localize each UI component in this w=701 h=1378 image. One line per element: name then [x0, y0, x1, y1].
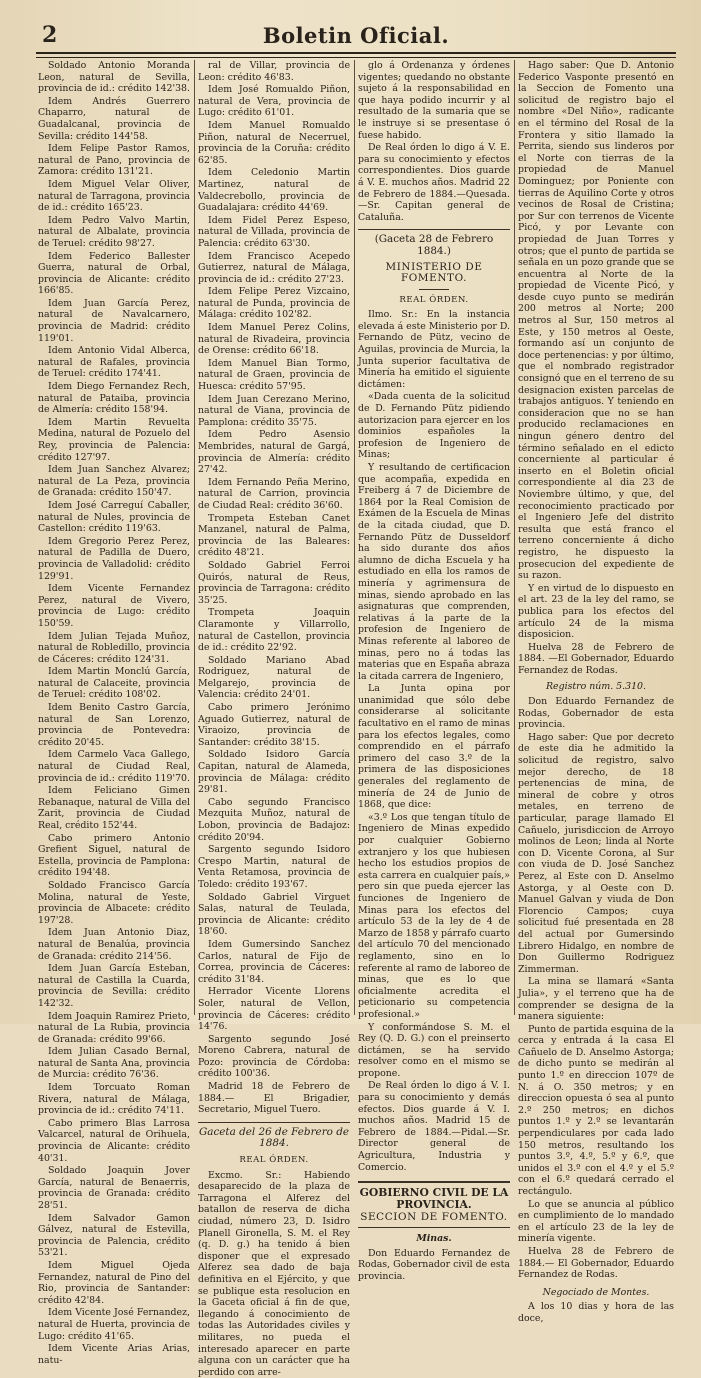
- paragraph: Y conformándose S. M. el Rey (Q. D. G.) con el preinserto dictámen, se ha servido resolver como en el mismo se propone.: [358, 1021, 510, 1079]
- paragraph: Don Eduardo Fernandez de Rodas, Gobernador civil de esta provincia.: [358, 1247, 510, 1282]
- paragraph: Idem Manuel Bian Tormo, natural de Graen, provincia de Huesca: crédito 57'95.: [198, 357, 350, 393]
- paragraph: Sargento segundo José Moreno Cabrera, natural de Pozo: provincia de Córdoba: crédito 100'36.: [198, 1033, 350, 1080]
- ministry-heading: MINISTERIO DE FOMENTO.: [385, 260, 483, 285]
- paragraph: Hago saber: Que D. Antonio Federico Vasponte presentó en la Seccion de Fomento una solicitud de registro bajo el nombre «Del Niño», radicante en el término del Rosal de la Frontera y sitio llamado la Perrita, siendo sus linderos por el Norte con tierras de la propiedad de Manuel Dominguez; por Poniente con tierras de Aquilino Corte y otros vecinos de Rosal de Cristina; por Sur con terrenos de Vicente Picó, y por Levante con propiedad de Juan Torres y otros; que el punto de partida se señala en un pozo grande que se encuentra al Norte de la propiedad de Vicente Picó, y desde cuyo punto se medirán 200 metros al Norte; 200 metros al Sur, 150 metros al Este, y 150 metros al Oeste, formando así un conjunto de doce pertenencias: y por último, que el nombrado registrador consignó que en el terreno de su designacion existen parcelas de trabajos antiguos. Y teniendo en consideracion que no se han producido reclamaciones en ningun género dentro del término señalado en el edicto concerniente al particular é inserto en el Boletin oficial correspondiente al dia 23 de Noviembre último, y que, del reconocimiento practicado por el Ingeniero Jefe del distrito resulta que está franco el terreno concerniente á dicho registro, he dispuesto la prosecucion del expediente de su razon.: [518, 60, 674, 582]
- paragraph: Soldado Isidoro García Capitan, natural de Alameda, provincia de Málaga: crédito 29'81.: [198, 749, 350, 796]
- paragraph: Idem Vicente Fernandez Perez, natural de Vivero, provincia de Lugo: crédito 150'59.: [38, 583, 190, 629]
- paragraph: A los 10 dias y hora de las doce,: [518, 1301, 674, 1324]
- paragraph: Idem Juan Cerezano Merino, natural de Viana, provincia de Pamplona: crédito 35'75.: [198, 393, 350, 428]
- column-divider: [514, 60, 515, 1015]
- paragraph: Madrid 18 de Febrero de 1884.— El Brigadier, Secretario, Miguel Tuero.: [198, 1081, 350, 1116]
- paragraph: Y resultando de certificacion que acompaña, expedida en Freiberg á 7 de Diciembre de 1864 por la Real Comision de Exámen de la Escuela de Minas de la citada ciudad, que D. Fernando Pütz de Dusseldorf ha sido durante dos años alumno de dicha Escuela y ha estudiado en ella los ramos de minería y agrimensura de minas, siendo aprobado en las asignaturas que comprenden, relativas á la parte de la profesion de Ingeniero de Minas referente al laboreo de minas, pero no á todas las materias que en España abraza la citada carrera de Ingeniero,: [358, 462, 510, 682]
- article-body: [518, 60, 674, 676]
- paragraph: Don Eduardo Fernandez de Rodas, Gobernador de esta provincia.: [518, 696, 674, 731]
- paragraph: Cabo primero Antonio Grefient Siguel, natural de Estella, provincia de Pamplona: crédito 194'48.: [38, 832, 190, 879]
- column-4: [518, 60, 674, 1324]
- paragraph: Idem Andrés Guerrero Chaparro, natural de Guadalcanal, provincia de Sevilla: crédito 144'58.: [38, 95, 190, 142]
- paragraph: Idem Francisco Acepedo Gutierrez, natural de Málaga, provincia de id.: crédito 27'23.: [198, 250, 350, 285]
- paragraph: Lo que se anuncia al público en cumplimiento de lo mandado en el artículo 23 de la ley de minería vigente.: [518, 1198, 674, 1245]
- paragraph: Idem Martin Revuelta Medina, natural de Pozuelo del Rey, provincia de Palencia: crédito 127'97.: [38, 416, 190, 463]
- paragraph: Soldado Joaquin Jover García, natural de Benaerris, provincia de Granada: crédito 28'51.: [38, 1165, 190, 1211]
- paragraph: Soldado Gabriel Ferroi Quirós, natural de Reus, provincia de Tarragona: crédito 35'25.: [198, 559, 350, 606]
- column-divider: [194, 60, 195, 1015]
- gobierno-heading: GOBIERNO CIVIL DE LA PROVINCIA.: [358, 1181, 510, 1210]
- paragraph: Excmo. Sr.: Habiendo desaparecido de la plaza de Tarragona el Alferez del batallon de reserva de dicha ciudad, número 23, D. Isidro Planell Gironella, S. M. el Rey (q. D. g.) ha tenido á bien disponer que el expresado Alferez sea dado de baja definitiva en el Ejército, y que se publique esta resolucion en la Gaceta oficial á fin de que, llegando á conocimiento de todas las Autoridades civiles y militares, no pueda el interesado aparecer en parte alguna con un carácter que ha perdido con arre-: [198, 1169, 350, 1378]
- paragraph: Herrador Vicente Llorens Soler, natural de Vellon, provincia de Cáceres: crédito 14'76.: [198, 986, 350, 1033]
- header-rule: [36, 52, 676, 58]
- article-body: [198, 1170, 350, 1378]
- paragraph: Idem José Romualdo Piñon, natural de Vera, provincia de Lugo: crédito 61'01.: [198, 84, 350, 119]
- column-3: [358, 60, 510, 1282]
- paragraph: De Real órden lo digo á V. E. para su conocimiento y efectos correspondientes. Dios guarde á V. E. muchos años. Madrid 22 de Febrero de 1884.—Quesada.—Sr. Capitan general de Cataluña.: [358, 142, 510, 223]
- paragraph: Idem Antonio Vidal Alberca, natural de Rafales, provincia de Teruel: crédito 174'41.: [38, 345, 190, 380]
- paragraph: glo á Ordenanza y órdenes vigentes; quedando no obstante sujeto á la responsabilidad en que haya podido incurrir y al resultado de la sumaria que se le instruye si se presentase ó fuese habido.: [358, 60, 510, 141]
- column-1: [38, 60, 190, 1366]
- paragraph: Idem Salvador Gamon Gálvez, natural de Estevilla, provincia de Palencia, crédito 53'21.: [38, 1212, 190, 1259]
- paragraph: Huelva 28 de Febrero de 1884. —El Gobernador, Eduardo Fernandez de Rodas.: [518, 641, 674, 676]
- paragraph: Idem Vicente Arias Arias, natu-: [38, 1343, 190, 1366]
- paragraph: «3.º Los que tengan título de Ingeniero de Minas expedido por cualquier Gobierno extranjero y los que hubiesen hecho los estudios propios de esta carrera en cualquier país,» pero sin que pueda ejercer las funciones de Ingeniero de Minas para los efectos del artículo 53 de la ley de 4 de Marzo de 1858 y párrafo cuarto del artículo 70 del mencionado reglamento, sino en lo referente al ramo de laboreo de minas, que es lo que oficialmente acredita el peticionario su competencia profesional.»: [358, 811, 510, 1020]
- paragraph: «Dada cuenta de la solicitud de D. Fernando Pütz pidiendo autorizacion para ejercer en los dominios españoles la profesion de Ingeniero de Minas;: [358, 391, 510, 461]
- paragraph: Idem Manuel Perez Colins, natural de Rivadeira, provincia de Orense: crédito 66'18.: [198, 322, 350, 357]
- paragraph: Trompeta Esteban Canet Manzanel, natural de Palma, provincia de las Baleares: crédito 48'21.: [198, 512, 350, 559]
- paragraph: Idem Fernando Peña Merino, natural de Carrion, provincia de Ciudad Real: crédito 36'60.: [198, 476, 350, 511]
- paragraph: Idem Fidel Perez Espeso, natural de Villada, provincia de Palencia: crédito 63'30.: [198, 214, 350, 249]
- paragraph: Idem Vicente José Fernandez, natural de Huerta, provincia de Lugo: crédito 41'65.: [38, 1307, 190, 1342]
- paragraph: Cabo primero Jerónimo Aguado Gutierrez, natural de Viraoizo, provincia de Santander: crédito 38'15.: [198, 702, 350, 748]
- paragraph: Sargento segundo Isidoro Crespo Martin, natural de Venta Retamosa, provincia de Toledo: crédito 193'67.: [198, 844, 350, 890]
- paragraph: Idem Juan Sanchez Alvarez; natural de La Peza, provincia de Granada: crédito 150'47.: [38, 464, 190, 499]
- divider: [419, 289, 449, 290]
- paragraph: Idem Juan García Esteban, natural de Castilla la Cuarda, provincia de Sevilla: crédito 142'32.: [38, 963, 190, 1009]
- article-body: [358, 60, 510, 223]
- paragraph: Cabo segundo Francisco Mezquita Muñoz, natural de Lobon, provincia de Badajoz: crédito 20'94.: [198, 796, 350, 843]
- paragraph: La Junta opina por unanimidad que sólo debe considerarse al solicitante facultativo en el ramo de minas para los efectos legales, como comprendido en el párrafo primero del caso 3.º de la primera de las disposiciones generales del reglamento de minería de 24 de Junio de 1868, que dice:: [358, 683, 510, 811]
- gaceta-date: Gaceta del 26 de Febrero de 1884.: [198, 1122, 350, 1150]
- column-divider: [354, 60, 355, 1015]
- minas-heading: Minas.: [416, 1233, 452, 1244]
- gaceta-date: (Gaceta 28 de Febrero 1884.): [358, 229, 510, 257]
- paragraph: Soldado Gabriel Virguet Salas, natural de Teulada, provincia de Alicante: crédito 18'60.: [198, 891, 350, 938]
- paragraph: Idem Feliciano Gimen Rebanaque, natural de Villa del Zarit, provincia de Ciudad Real, crédito 152'44.: [38, 785, 190, 831]
- paragraph: Idem Carmelo Vaca Gallego, natural de Ciudad Real, provincia de id.: crédito 119'70.: [38, 749, 190, 784]
- paragraph: Hago saber: Que por decreto de este dia he admitido la solicitud de registro, salvo mejor derecho, de 18 pertenencias de mina, de mineral de cobre y otros metales, en terreno de particular, parage llamado El Cañuelo, jurisdiccion de Arroyo molinos de Leon; linda al Norte con D. Vicente Corona, al Sur con viuda de D. José Sanchez Perez, al Este con D. Anselmo Astorga, y al Oeste con D. Manuel Galvan y viuda de Don Florencio Campos; cuya solicitud fué presentada en 28 del actual por Gumersindo Librero Hidalgo, en nombre de Don Guillermo Rodriguez Zimmerman.: [518, 731, 674, 975]
- column-2: [198, 60, 350, 1378]
- paragraph: Idem Pedro Asensio Membrides, natural de Gargá, provincia de Almería: crédito 27'42.: [198, 429, 350, 476]
- article-body: [358, 1248, 510, 1283]
- paragraph: Punto de partida esquina de la cerca y entrada á la casa El Cañuelo de D. Anselmo Astorga; de dicho punto se medirán al punto 1.º en direccion 107º de N. á O. 350 metros; y en direccion opuesta ó sea al punto 2.º 250 metros; en dichos puntos 1.º y 2.º se levantarán perpendiculares por cada lado 150 metros, resultando los puntos 3.º, 4.º, 5.º y 6.º, que unidos el 3.º con el 4.º y el 5.º con el 6.º quedará cerrado el rectángulo.: [518, 1023, 674, 1197]
- article-body: [518, 696, 674, 1281]
- credit-list: [198, 60, 350, 1116]
- paragraph: Idem Manuel Romualdo Piñon, natural de Necerruel, provincia de la Coruña: crédito 62'85.: [198, 119, 350, 166]
- paragraph: Idem Felipe Pastor Ramos, natural de Pano, provincia de Zamora: crédito 131'21.: [38, 143, 190, 178]
- paragraph: ral de Villar, provincia de Leon: crédito 46'83.: [198, 60, 350, 83]
- paragraph: Idem Benito Castro García, natural de San Lorenzo, provincia de Pontevedra: crédito 20'45.: [38, 702, 190, 748]
- paragraph: Huelva 28 de Febrero de 1884.— El Gobernador, Eduardo Fernandez de Rodas.: [518, 1245, 674, 1281]
- paragraph: Idem Juan Antonio Diaz, natural de Benalúa, provincia de Granada: crédito 214'56.: [38, 927, 190, 962]
- paragraph: Idem Julian Tejada Muñoz, natural de Robledillo, provincia de Cáceres: crédito 124'31.: [38, 630, 190, 665]
- paragraph: Soldado Antonio Moranda Leon, natural de Sevilla, provincia de id.: crédito 142'38.: [38, 60, 190, 95]
- paragraph: Idem Gumersindo Sanchez Carlos, natural de Fijo de Correa, provincia de Cáceres: crédito 31'84.: [198, 938, 350, 985]
- masthead-title: Boletin Oficial.: [262, 23, 450, 48]
- paragraph: Cabo primero Blas Larrosa Valcarcel, natural de Orihuela, provincia de Alicante: crédito 40'31.: [38, 1117, 190, 1164]
- paragraph: La mina se llamará «Santa Julia», y el terreno que ha de comprender se designa de la manera siguiente:: [518, 976, 674, 1023]
- paragraph: De Real órden lo digo á V. I. para su conocimiento y demás efectos. Dios guarde á V. I. muchos años. Madrid 15 de Febrero de 1884.—Pidal.—Sr. Director general de Agricultura, Industria y Comercio.: [358, 1080, 510, 1173]
- paragraph: Idem Gregorio Perez Perez, natural de Padilla de Duero, provincia de Valladolid: crédito 129'91.: [38, 535, 190, 582]
- paragraph: Soldado Mariano Abad Rodriguez, natural de Melgarejo, provincia de Valencia: crédito 24'01.: [198, 654, 350, 701]
- paragraph: Ilmo. Sr.: En la instancia elevada á este Ministerio por D. Fernando de Pütz, vecino de Aguilas, provincia de Murcia, la Junta superior facultativa de Minería ha emitido el siguiente dictámen:: [358, 309, 510, 390]
- paragraph: Trompeta Joaquin Claramonte y Villarrollo, natural de Castellon, provincia de id.: crédito 22'92.: [198, 607, 350, 654]
- real-orden-heading: REAL ÓRDEN.: [239, 1155, 309, 1166]
- page-number: 2: [42, 22, 58, 48]
- seccion-heading: SECCION DE FOMENTO.: [358, 1212, 510, 1228]
- paragraph: Idem Federico Ballester Guerra, natural de Orbal, provincia de Alicante: crédito 166'85.: [38, 250, 190, 297]
- paragraph: Idem Diego Fernandez Rech, natural de Pataiba, provincia de Almería: crédito 158'94.: [38, 381, 190, 416]
- paragraph: Idem Miguel Velar Oliver, natural de Tarragona, provincia de id.: crédito 165'23.: [38, 178, 190, 214]
- paragraph: Idem Torcuato Roman Rivera, natural de Málaga, provincia de id.: crédito 74'11.: [38, 1082, 190, 1117]
- credit-list: [38, 60, 190, 1366]
- paragraph: Idem Celedonio Martin Martinez, natural de Valdecrebollo, provincia de Guadalajara: crédito 44'69.: [198, 167, 350, 214]
- negociado-heading: Negociado de Montes.: [542, 1286, 650, 1298]
- paragraph: Y en virtud de lo dispuesto en el art. 23 de la ley del ramo, se publica para los efectos del artículo 24 de la misma disposicion.: [518, 582, 674, 641]
- page-header: [36, 20, 676, 50]
- paragraph: Idem Pedro Valvo Martin, natural de Albalate, provincia de Teruel: crédito 98'27.: [38, 214, 190, 249]
- paragraph: Idem José Carreguí Caballer, natural de Nules, provincia de Castellon: crédito 119'63.: [38, 499, 190, 535]
- real-orden-heading: REAL ÓRDEN.: [399, 294, 469, 305]
- paragraph: Idem Martin Monclú García, natural de Calaceite, provincia de Teruel: crédito 108'02.: [38, 666, 190, 701]
- paragraph: Idem Julian Casado Bernal, natural de Santa Ana, provincia de Murcia: crédito 76'36.: [38, 1046, 190, 1081]
- paragraph: Idem Felipe Perez Vizcaino, natural de Punda, provincia de Málaga: crédito 102'82.: [198, 286, 350, 321]
- paragraph: Idem Miguel Ojeda Fernandez, natural de Pino del Rio, provincia de Santander: crédito 42'84.: [38, 1259, 190, 1306]
- paragraph: Idem Joaquin Ramirez Prieto, natural de La Rubia, provincia de Granada: crédito 99'66.: [38, 1010, 190, 1045]
- registro-heading: Registro núm. 5.310.: [545, 681, 647, 693]
- paragraph: Idem Juan García Perez, natural de Navalcarnero, provincia de Madrid: crédito 119'01.: [38, 297, 190, 344]
- article-body: [358, 309, 510, 1173]
- paragraph: Soldado Francisco García Molina, natural de Yeste, provincia de Albacete: crédito 197'28.: [38, 879, 190, 926]
